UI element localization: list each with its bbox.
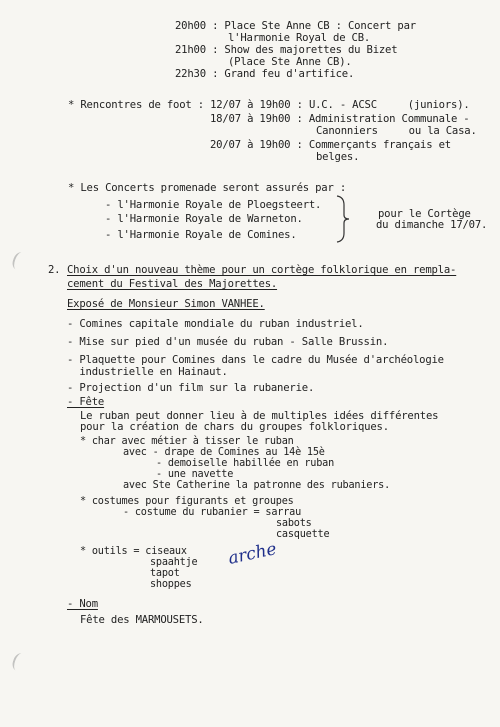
costume-line: casquette bbox=[276, 529, 330, 540]
concert-item: - l'Harmonie Royale de Warneton. bbox=[105, 213, 303, 225]
handwritten-note: arche bbox=[226, 539, 279, 569]
football-match: belges. bbox=[316, 151, 360, 163]
concert-note: du dimanche 17/07. bbox=[376, 219, 488, 231]
tool-line: shoppes bbox=[150, 579, 192, 590]
bullet-item: industrielle en Hainaut. bbox=[67, 366, 228, 378]
costume-line: sabots bbox=[276, 518, 312, 529]
concerts-intro: * Les Concerts promenade seront assurés par : bbox=[68, 182, 347, 194]
concert-item: - l'Harmonie Royale de Comines. bbox=[105, 229, 297, 241]
football-match: 18/07 à 19h00 : Administration Communale - bbox=[210, 113, 470, 125]
section-title: Choix d'un nouveau thème pour un cortège folklorique en rempla- bbox=[67, 264, 457, 276]
punch-hole-mark bbox=[10, 250, 27, 271]
concert-note: pour le Cortège bbox=[378, 208, 471, 220]
concert-item: - l'Harmonie Royale de Ploegsteert. bbox=[105, 199, 322, 211]
program-line: 22h30 : Grand feu d'artifice. bbox=[175, 68, 355, 80]
costume-line: - costume du rubanier = sarrau bbox=[123, 507, 302, 518]
bullet-item: - Plaquette pour Comines dans le cadre du Musée d'archéologie bbox=[67, 354, 444, 366]
char-line: avec - drape de Comines au 14è 15è bbox=[123, 447, 325, 458]
char-line: - demoiselle habillée en ruban bbox=[156, 458, 335, 469]
bullet-item: - Mise sur pied d'un musée du ruban - Salle Brussin. bbox=[67, 336, 389, 348]
bullet-item: - Comines capitale mondiale du ruban industriel. bbox=[67, 318, 364, 330]
section-title: cement du Festival des Majorettes. bbox=[67, 278, 278, 290]
program-line: (Place Ste Anne CB). bbox=[228, 56, 352, 68]
section-number: 2. bbox=[48, 264, 61, 276]
football-match: Canonniers ou la Casa. bbox=[316, 125, 477, 137]
speaker-heading: Exposé de Monsieur Simon VANHEE. bbox=[67, 298, 265, 310]
fete-label: - Fête bbox=[67, 396, 105, 408]
program-line: 21h00 : Show des majorettes du Bizet bbox=[175, 44, 398, 56]
fete-text: Le ruban peut donner lieu à de multiples idées différentes bbox=[80, 410, 439, 422]
nom-label: - Nom bbox=[67, 598, 98, 610]
fete-text: pour la création de chars du groupes folkloriques. bbox=[80, 421, 389, 433]
char-line: * char avec métier à tisser le ruban bbox=[80, 436, 294, 447]
tool-line: spaahtje bbox=[150, 557, 198, 568]
tool-line: * outils = ciseaux bbox=[80, 546, 187, 557]
brace-icon bbox=[336, 195, 350, 243]
bullet-item: - Projection d'un film sur la rubanerie. bbox=[67, 382, 315, 394]
tool-line: tapot bbox=[150, 568, 180, 579]
football-intro: * Rencontres de foot : 12/07 à 19h00 : U.C. - ACSC (juniors). bbox=[68, 99, 470, 111]
program-line: l'Harmonie Royal de CB. bbox=[228, 32, 371, 44]
football-match: 20/07 à 19h00 : Commerçants français et bbox=[210, 139, 451, 151]
nom-text: Fête des MARMOUSETS. bbox=[80, 614, 204, 626]
char-line: avec Ste Catherine la patronne des rubaniers. bbox=[123, 480, 391, 491]
costume-line: * costumes pour figurants et groupes bbox=[80, 496, 294, 507]
char-line: - une navette bbox=[156, 469, 234, 480]
program-line: 20h00 : Place Ste Anne CB : Concert par bbox=[175, 20, 416, 32]
punch-hole-mark bbox=[10, 651, 27, 672]
